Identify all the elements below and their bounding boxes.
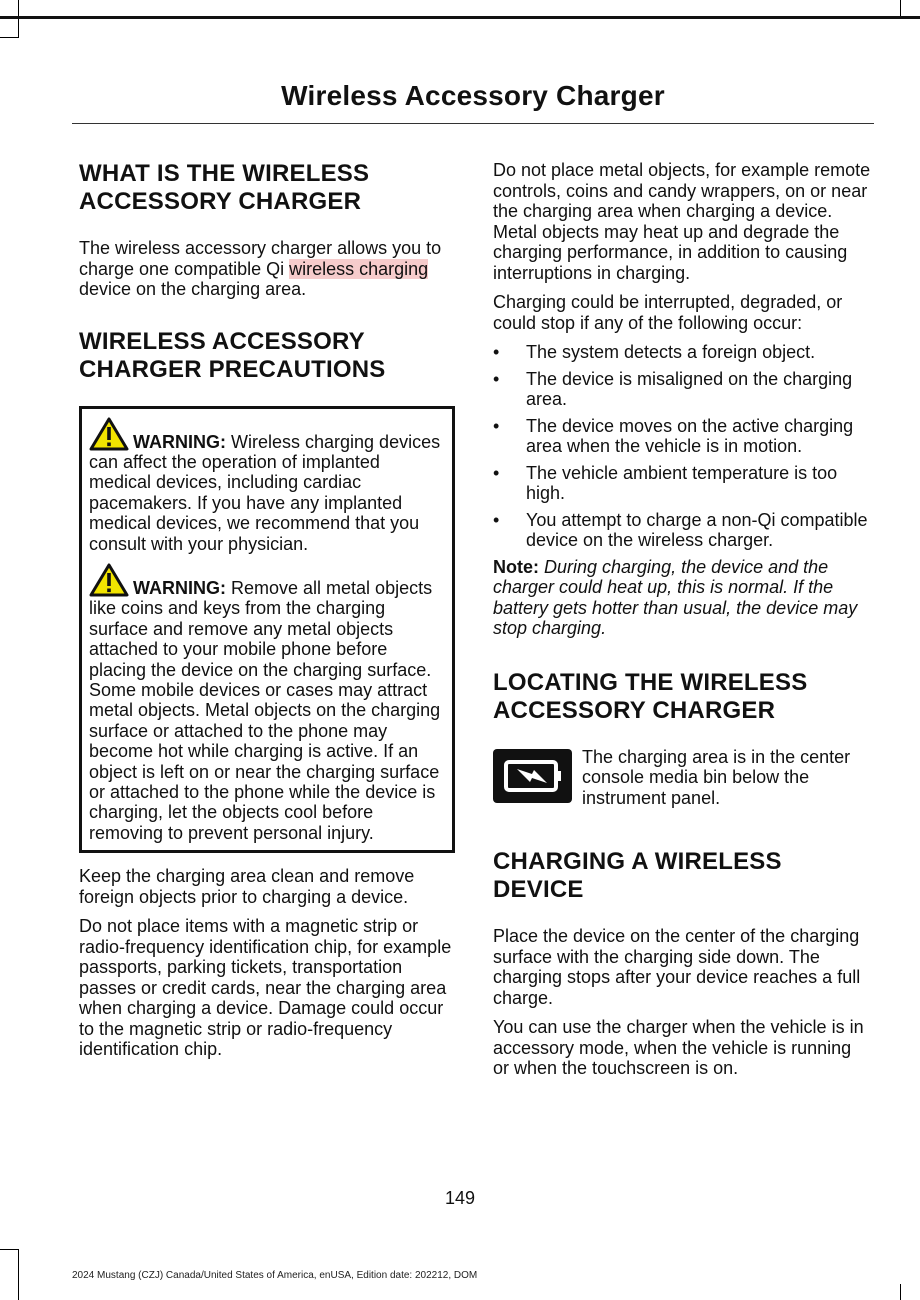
locate-row <box>493 747 871 809</box>
bullet: • <box>493 462 500 483</box>
heading-charging: CHARGING A WIRELESS DEVICE <box>493 848 782 903</box>
title-rule <box>72 123 874 124</box>
list-item <box>493 369 871 410</box>
list-item-text: The device moves on the active charging area when the vehicle is in motion. <box>526 415 854 456</box>
warning-box <box>79 406 455 854</box>
note-paragraph <box>493 557 871 639</box>
top-rule <box>0 16 920 19</box>
charging-paragraph-2: You can use the charger when the vehicle is in accessory mode, when the vehicle is running or when the touchscreen is on. <box>493 1017 864 1078</box>
highlighted-text: wireless charging <box>289 258 429 279</box>
list-item <box>493 416 871 457</box>
crop-mark-bottom-left-h <box>0 1249 19 1250</box>
bullet: • <box>493 509 500 530</box>
list-item-text: The system detects a foreign object. <box>526 342 816 362</box>
warning-2-label: WARNING: <box>133 577 226 598</box>
bullet: • <box>493 415 500 436</box>
crop-mark-bottom-left-v <box>18 1249 19 1300</box>
crop-mark-bottom-right-v <box>900 1284 901 1300</box>
footer-text: 2024 Mustang (CZJ) Canada/United States of America, enUSA, Edition date: 202212, DOM <box>72 1270 478 1281</box>
left-column <box>79 160 455 1060</box>
heading-precautions: WIRELESS ACCESSORY CHARGER PRECAUTIONS <box>79 327 386 383</box>
intro-paragraph <box>79 238 455 300</box>
crop-mark-top-left-v <box>18 0 19 38</box>
page-title: Wireless Accessory Charger <box>281 80 665 111</box>
warning-triangle-icon <box>89 417 129 451</box>
warning-2 <box>89 563 445 843</box>
list-item-text: You attempt to charge a non-Qi compatible device on the wireless charger. <box>526 509 868 550</box>
warning-2-text: Remove all metal objects like coins and keys from the charging surface and remove any metal objects attached to your mobile phone before placing the device on the charging surface. Some mobile devices or cases may attract metal objects. Metal objects on the charging surface or attached to the phone may become hot while charging is active. If an object is left on or near the charging surface or attached to the phone while the device is charging, let the objects cool before removing to prevent personal injury. <box>89 577 441 843</box>
note-text: During charging, the device and the charger could heat up, this is normal. If the battery gets hotter than usual, the device may stop charging. <box>493 556 858 638</box>
list-item <box>493 342 871 363</box>
note-label: Note: <box>493 556 539 577</box>
clean-paragraph: Keep the charging area clean and remove foreign objects prior to charging a device. <box>79 866 415 907</box>
right-column <box>493 160 871 1079</box>
charger-glyph <box>502 758 564 794</box>
bullet: • <box>493 342 500 362</box>
page-number: 149 <box>444 1188 476 1208</box>
interruption-paragraph: Charging could be interrupted, degraded, or could stop if any of the following occur: <box>493 292 843 333</box>
intro-text-start: The wireless accessory charger allows you to charge one compatible Qi <box>79 238 442 279</box>
list-item-text: The device is misaligned on the charging area. <box>526 368 853 409</box>
list-item <box>493 510 871 551</box>
metal-objects-paragraph: Do not place metal objects, for example remote controls, coins and candy wrappers, on or near the charging area when charging a device. Metal objects may heat up and degrade the charging performance, in addition to causing interruptions in charging. <box>493 160 871 283</box>
warning-1 <box>89 417 445 554</box>
magnetic-strip-paragraph: Do not place items with a magnetic strip or radio-frequency identification chip, for example passports, parking tickets, transportation passes or credit cards, near the charging area when charging a device. Damage could occur to the magnetic strip or radio-frequency identification chip. <box>79 916 452 1060</box>
heading-what-is: WHAT IS THE WIRELESS ACCESSORY CHARGER <box>79 160 370 215</box>
list-item-text: The vehicle ambient temperature is too high. <box>526 462 838 503</box>
heading-locating: LOCATING THE WIRELESS ACCESSORY CHARGER <box>493 668 808 724</box>
interruption-list <box>493 342 871 551</box>
warning-triangle-icon <box>89 563 129 597</box>
list-item <box>493 463 871 504</box>
crop-mark-top-left-h <box>0 37 19 38</box>
warning-1-label: WARNING: <box>133 431 226 452</box>
intro-text-end: device on the charging area. <box>79 279 307 299</box>
bullet: • <box>493 368 500 389</box>
wireless-charger-icon <box>493 749 572 803</box>
charging-paragraph-1: Place the device on the center of the charging surface with the charging side down. The charging stops after your device reaches a full charge. <box>493 926 861 1008</box>
locate-text: The charging area is in the center console media bin below the instrument panel. <box>582 746 851 808</box>
warning-1-text: Wireless charging devices can affect the operation of implanted medical devices, including cardiac pacemakers. If you have any implanted medical devices, we recommend that you consult with your physician. <box>89 431 441 554</box>
